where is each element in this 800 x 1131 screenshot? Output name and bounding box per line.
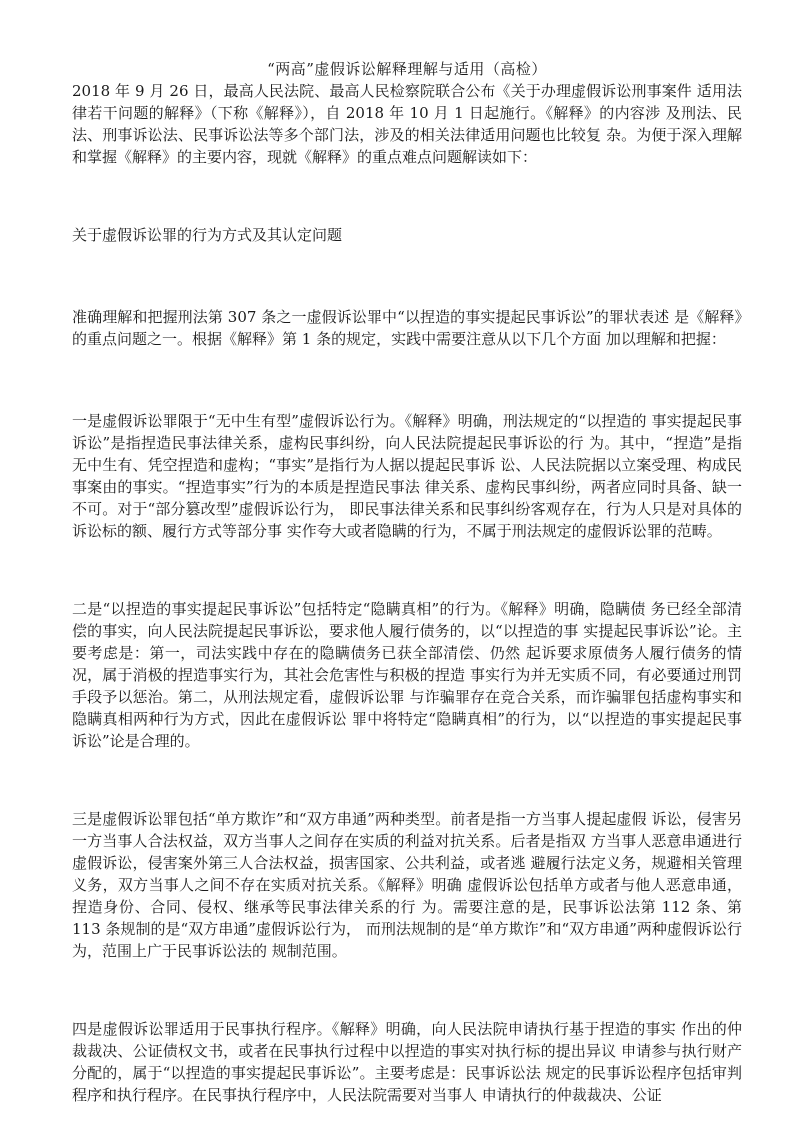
spacer <box>72 246 742 306</box>
paragraph-5: 四是虚假诉讼罪适用于民事执行程序。《解释》明确，向人民法院申请执行基于捏造的事实 作出的仲裁裁决、公证债权文书，或者在民事执行过程中以捏造的事实对执行标的提出异议 申请参与执行财产分配的，属于“以捏造的事实提起民事诉讼”。主要考虑是：民事诉讼法 规定的民事诉讼程序包括审判程序和执行程序。在民事执行程序中，人民法院需要对当事人 申请执行的仲裁裁决、公证 <box>72 1020 742 1104</box>
document-page <box>72 58 742 1106</box>
paragraph-3: 二是“以捏造的事实提起民事诉讼”包括特定“隐瞒真相”的行为。《解释》明确，隐瞒债 务已经全部清偿的事实，向人民法院提起民事诉讼，要求他人履行债务的，以“以捏造的事 实提起民事诉讼”论。主要考虑是：第一，司法实践中存在的隐瞒债务已获全部清偿、仍然 起诉要求原债务人履行债务的情况，属于消极的捏造事实行为，其社会危害性与积极的捏造 事实行为并无实质不同，有必要通过刑罚手段予以惩治。第二，从刑法规定看，虚假诉讼罪 与诈骗罪存在竞合关系，而诈骗罪包括虚构事实和隐瞒真相两种行为方式，因此在虚假诉讼 罪中将特定“隐瞒真相”的行为，以“以捏造的事实提起民事诉讼”论是合理的。 <box>72 600 742 750</box>
intro-paragraph: 2018 年 9 月 26 日，最高人民法院、最高人民检察院联合公布《关于办理虚假诉讼刑事案件 适用法律若干问题的解释》（下称《解释》），自 2018 年 10 月 1 日起施行。《解释》的内容涉 及刑法、民法、刑事诉讼法、民事诉讼法等多个部门法，涉及的相关法律适用问题也比较复 杂。为便于深入理解和掌握《解释》的主要内容，现就《解释》的重点难点问题解读如下： <box>72 82 742 166</box>
spacer <box>72 168 742 224</box>
spacer <box>72 962 742 1018</box>
section-heading: 关于虚假诉讼罪的行为方式及其认定问题 <box>72 226 343 244</box>
spacer <box>72 752 742 808</box>
document-title: “两高”虚假诉讼解释理解与适用（高检） <box>267 60 547 78</box>
paragraph-1: 准确理解和把握刑法第 307 条之一虚假诉讼罪中“以捏造的事实提起民事诉讼”的罪状表述 是《解释》的重点问题之一。根据《解释》第 1 条的规定，实践中需要注意从以下几个方面 加以理解和把握： <box>72 308 742 348</box>
spacer <box>72 350 742 410</box>
paragraph-4: 三是虚假诉讼罪包括“单方欺诈”和“双方串通”两种类型。前者是指一方当事人提起虚假 诉讼，侵害另一方当事人合法权益，双方当事人之间存在实质的利益对抗关系。后者是指双 方当事人恶意串通进行虚假诉讼，侵害案外第三人合法权益，损害国家、公共利益，或者逃 避履行法定义务，规避相关管理义务，双方当事人之间不存在实质对抗关系。《解释》明确 虚假诉讼包括单方或者与他人恶意串通，捏造身份、合同、侵权、继承等民事法律关系的行 为。需要注意的是，民事诉讼法第 112 条、第 113 条规制的是“双方串通”虚假诉讼行为， 而刑法规制的是“单方欺诈”和“双方串通”两种虚假诉讼行为，范围上广于民事诉讼法的 规制范围。 <box>72 810 742 960</box>
spacer <box>72 542 742 598</box>
paragraph-2: 一是虚假诉讼罪限于“无中生有型”虚假诉讼行为。《解释》明确，刑法规定的“以捏造的 事实提起民事诉讼”是指捏造民事法律关系，虚构民事纠纷，向人民法院提起民事诉讼的行 为。其中，“捏造”是指无中生有、凭空捏造和虚构；“事实”是指行为人据以提起民事诉 讼、人民法院据以立案受理、构成民事案由的事实。“捏造事实”行为的本质是捏造民事法 律关系、虚构民事纠纷，两者应同时具备、缺一不可。对于“部分篡改型”虚假诉讼行为， 即民事法律关系和民事纠纷客观存在，行为人只是对具体的诉讼标的额、履行方式等部分事 实作夸大或者隐瞒的行为，不属于刑法规定的虚假诉讼罪的范畴。 <box>72 412 742 540</box>
